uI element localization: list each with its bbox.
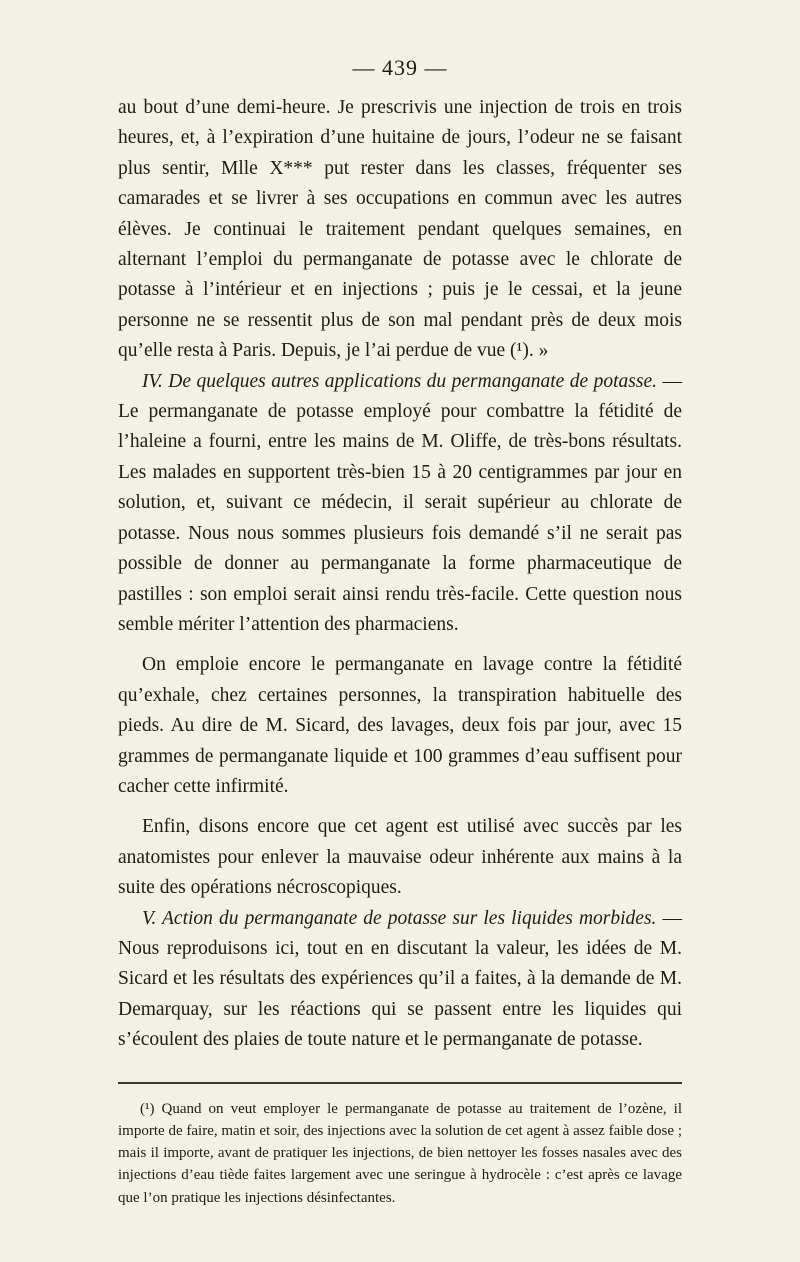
paragraph-section-iv xyxy=(118,367,682,641)
section-heading-iv: IV. De quelques autres applications du permanganate de potasse. xyxy=(142,370,658,392)
footnote: (¹) Quand on veut employer le permanganate de potasse au traitement de l’ozène, il importe de faire, matin et soir, des injections avec la solution de cet agent à assez faible dose ; mais il importe, avant de pratiquer les injections, de bien nettoyer les fosses nasales avec des injections d’eau tiède faites largement avec une seringue à hydrocèle : c’est après ce lavage que l’on pratique les injections désinfectantes. xyxy=(118,1100,682,1206)
paragraph-anatomists xyxy=(118,812,682,903)
paragraph-text: Enfin, disons encore que cet agent est utilisé avec succès par les anatomistes pour enlever la mauvaise odeur inhérente aux mains à la suite des opérations nécroscopiques. xyxy=(118,816,682,899)
paragraph-continuation xyxy=(118,93,682,367)
page-number: — 439 — xyxy=(352,55,448,80)
paragraph-text: — Nous reproduisons ici, tout en en discutant la valeur, les idées de M. Sicard et les résultats des expériences qu’il a faites, à la demande de M. Demarquay, sur les réactions qui se passent entre les liquides qui s’écoulent des plaies de toute nature et le permanganate de potasse. xyxy=(118,907,683,1051)
paragraph-text: On emploie encore le permanganate en lavage contre la fétidité qu’exhale, chez certaines personnes, la transpiration habituelle des pieds. Au dire de M. Sicard, des lavages, deux fois par jour, avec 15 grammes de permanganate liquide et 100 grammes d’eau suffisent pour cacher cette infirmité. xyxy=(118,654,682,797)
paragraph-section-v xyxy=(118,904,682,1056)
section-heading-v: V. Action du permanganate de potasse sur les liquides morbides. xyxy=(142,907,657,929)
footnote-divider xyxy=(118,1082,682,1084)
paragraph-text: au bout d’une demi-heure. Je prescrivis une injection de trois en trois heures, et, à l’expiration d’une huitaine de jours, l’odeur ne se faisant plus sentir, Mlle X*** put rester dans les classes, fréquenter ses camarades et se livrer à ses occupations en commun avec les autres élèves. Je continuai le traitement pendant quelques semaines, en alternant l’emploi du permanganate de potasse avec le chlorate de potasse à l’intérieur et en injections ; puis je le cessai, et la jeune personne ne se ressentit plus de son mal pendant près de deux mois qu’elle resta à Paris. Depuis, je l’ai perdue de vue (¹). » xyxy=(118,97,682,362)
body-text xyxy=(118,93,682,1056)
paragraph-text: — Le permanganate de potasse employé pour combattre la fétidité de l’haleine a fourni, entre les mains de M. Oliffe, de très-bons résultats. Les malades en supportent très-bien 15 à 20 centigrammes par jour en solution, et, suivant ce médecin, il serait supérieur au chlorate de potasse. Nous nous sommes plusieurs fois demandé s’il ne serait pas possible de donner au permanganate la forme pharmaceutique de pastilles : son emploi serait ainsi rendu très-facile. Cette question nous semble mériter l’attention des pharmaciens. xyxy=(118,370,682,635)
paragraph-foot-odor xyxy=(118,650,682,802)
